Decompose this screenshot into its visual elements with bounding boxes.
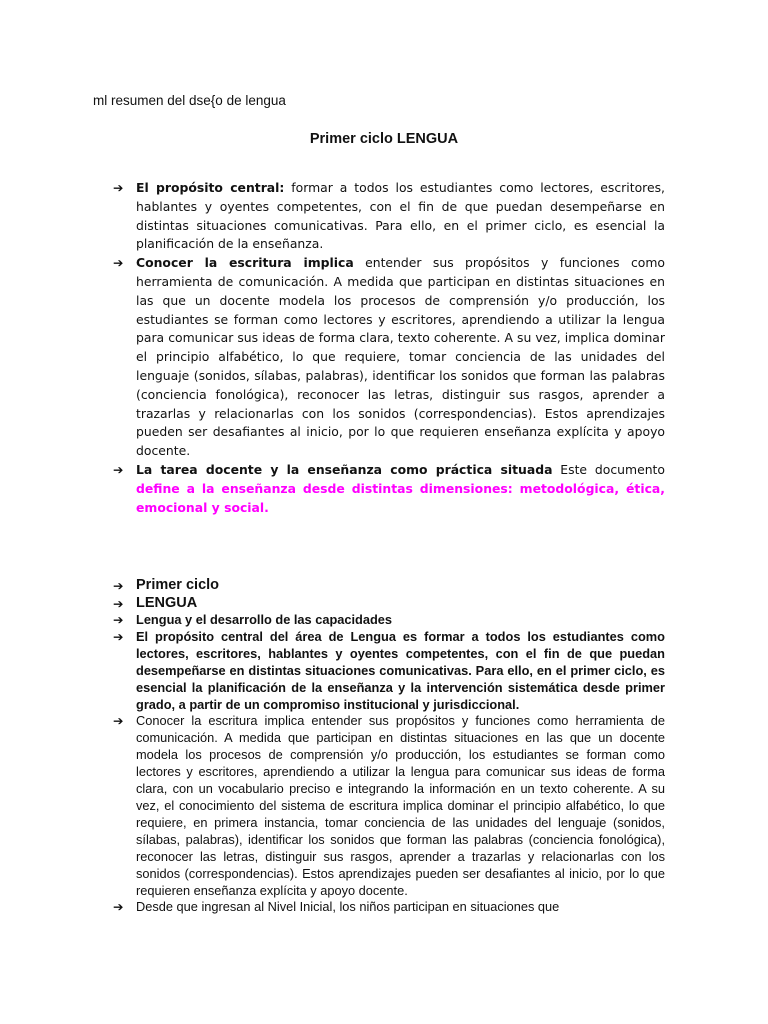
- list-item: [113, 576, 665, 594]
- subheading: Lengua y el desarrollo de las capacidades: [136, 612, 393, 627]
- item-bold-lead: El propósito central:: [136, 180, 285, 195]
- list-item: [113, 629, 665, 714]
- list-item: [113, 179, 665, 254]
- list-item: [113, 612, 665, 629]
- list-item: [113, 899, 665, 916]
- heading-primer-ciclo: Primer ciclo: [136, 577, 220, 593]
- arrow-bullet-icon: ➔: [113, 628, 124, 644]
- item-bold-lead: Conocer la escritura implica: [136, 255, 354, 271]
- section-summary: [113, 179, 665, 517]
- section-full-text: [113, 576, 665, 916]
- list-item: [113, 713, 665, 899]
- item-text: Este documento: [552, 461, 665, 477]
- arrow-bullet-icon: ➔: [113, 713, 124, 729]
- arrow-bullet-icon: ➔: [113, 899, 124, 915]
- arrow-bullet-icon: ➔: [113, 596, 124, 611]
- writing-paragraph: Conocer la escritura implica entender sus propósitos y funciones como herramienta de comunicación. A medida que participan en distintas situaciones en las que un docente modela los procesos de comprensión y/o producción, los estudiantes se forman como lectores y escritores, aprendiendo a utilizar la lengua para comunicar sus ideas de forma clara, con un vocabulario preciso e integrando la información en un texto coherente. A su vez, el conocimiento del sistema de escritura implica dominar el principio alfabético, lo que requiere, en primera instancia, tomar conciencia de las unidades del lenguaje (sonidos, sílabas, palabras), identificar los sonidos que forman las palabras (conciencia fonológica), reconocer las letras, distinguir sus rasgos, aprender a trazarlas y relacionarlas con los sonidos (correspondencias). Estos aprendizajes pueden ser desafiantes al inicio, por lo que requieren enseñanza explícita y apoyo docente.: [136, 713, 665, 898]
- item-text: formar a todos los estudiantes como lectores, escritores, hablantes y oyentes competentes, con el fin de que puedan desempeñarse en distintas situaciones comunicativas. Para ello, en el primer ciclo, es esencial la planificación de la enseñanza.: [136, 180, 665, 252]
- list-item: [113, 594, 665, 612]
- trailing-paragraph: Desde que ingresan al Nivel Inicial, los niños participan en situaciones que: [136, 899, 560, 915]
- arrow-bullet-icon: ➔: [113, 578, 124, 593]
- item-text: entender sus propósitos y funciones como herramienta de comunicación. A medida que participan en distintas situaciones en las que un docente modela los procesos de comprensión y/o producción, los estudiantes se forman como lectores y escritores, aprendiendo a utilizar la lengua para comunicar sus ideas de forma clara, texto coherente. A su vez, implica dominar el principio alfabético, lo que requiere, tomar conciencia de las unidades del lenguaje (sonidos, sílabas, palabras), identificar los sonidos que forman las palabras (conciencia fonológica), reconocer las letras, distinguir sus rasgos, aprender a trazarlas y relacionarlas con los sonidos (correspondencias). Estos aprendizajes pueden ser desafiantes al inicio, por lo que requieren enseñanza explícita y apoyo docente.: [136, 255, 665, 459]
- arrow-bullet-icon: ➔: [113, 612, 124, 627]
- arrow-bullet-icon: ➔: [113, 180, 124, 195]
- purpose-paragraph: El propósito central del área de Lengua es formar a todos los estudiantes como lectores, escritores, hablantes y oyentes competentes, con el fin de que puedan desempeñarse en distintas situaciones comunicativas. Para ello, en el primer ciclo, es esencial la planificación de la enseñanza y la intervención sistemática desde primer grado, a partir de un compromiso institucional y jurisdiccional.: [136, 628, 665, 712]
- arrow-bullet-icon: ➔: [113, 461, 124, 477]
- highlighted-text: define a la enseñanza desde distintas dimensiones: metodológica, ética, emocional y social.: [136, 480, 665, 515]
- page-title: Primer ciclo LENGUA: [309, 131, 459, 147]
- list-item: [113, 461, 665, 517]
- heading-lengua: LENGUA: [136, 595, 198, 611]
- arrow-bullet-icon: ➔: [113, 255, 124, 271]
- list-item: [113, 254, 665, 461]
- item-bold-lead: La tarea docente y la enseñanza como práctica situada: [136, 461, 553, 477]
- header-line: ml resumen del dse{o de lengua: [93, 93, 286, 108]
